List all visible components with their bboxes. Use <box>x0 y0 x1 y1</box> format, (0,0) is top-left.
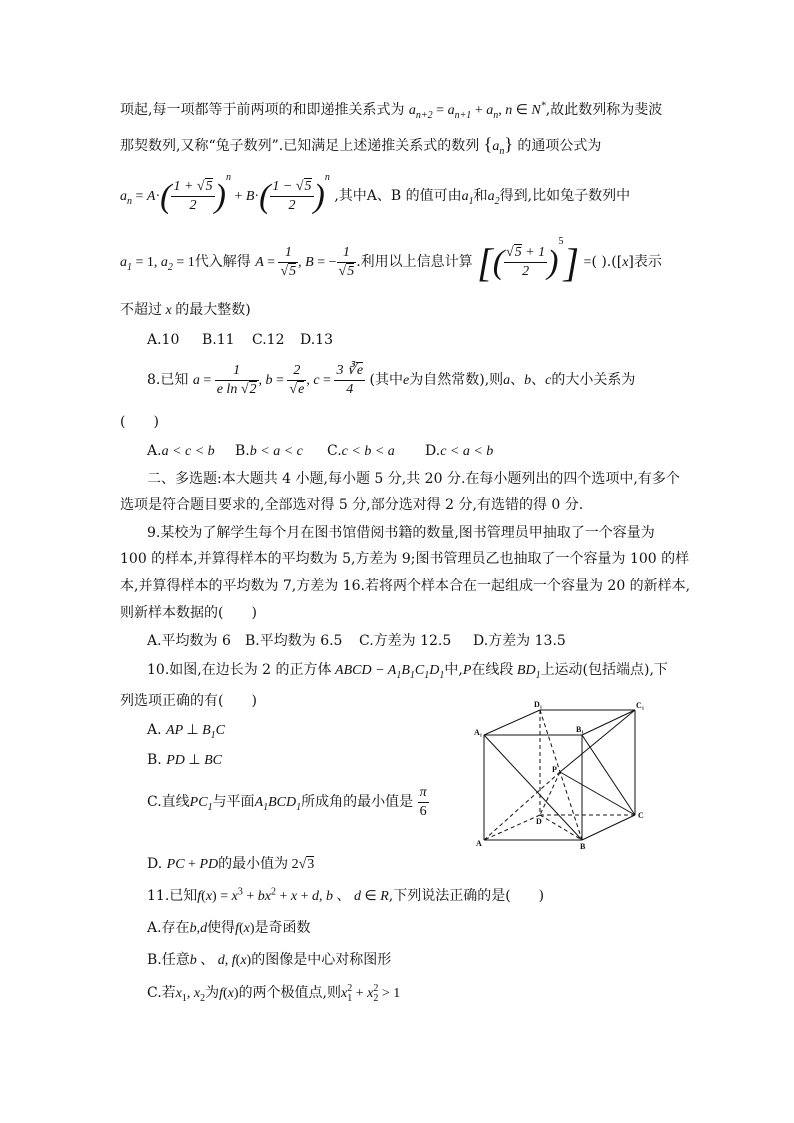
q9-line-4: 则新样本数据的( ) <box>120 605 257 621</box>
label-p: P <box>552 765 557 774</box>
floor-expression: [( $\frac{√5 + 1}{2}$ )$^5$] <box>477 236 580 285</box>
cube-figure <box>470 700 650 850</box>
q8-option-d: D.c < a < b <box>425 443 494 459</box>
q9-line-2: 100 的样本,并算得样本的平均数为 5,方差为 9;图书管理员乙也抽取了一个容量为 100 的样 <box>120 551 690 567</box>
q11-line-1: 11.已知$f(x) = x^3 + bx^2 + x + d$, b 、 d ∈ R,下列说法正确的是( ) <box>147 886 545 904</box>
q10-line-2: 列选项正确的有( ) <box>120 693 257 709</box>
label-b: B <box>580 842 586 850</box>
q10-option-b: B. PD ⊥ BC <box>147 752 222 768</box>
q11-option-b: B.任意b 、 d, f(x)的图像是中心对称图形 <box>147 952 392 968</box>
recurrence-formula: $a_{n+2} = a_{n+1} + a_n$, n ∈ N* <box>408 100 546 121</box>
q8-option-c: C.c < b < a <box>327 443 395 459</box>
q9-option-d: D.方差为 13.5 <box>473 633 566 649</box>
q9-options <box>147 631 566 651</box>
text-line-5: 不超过 x 的最大整数) <box>120 302 251 318</box>
q11-option-a: A.存在b,d使得f(x)是奇函数 <box>147 920 311 936</box>
section-2-line-1: 二、多选题:本大题共 4 小题,每小题 5 分,共 20 分.在每小题列出的四个选项中,有多个 <box>147 471 680 487</box>
text-line-2: 那契数列,又称“兔子数列”.已知满足上述递推关系式的数列 $\{a_n\}$ 的通项公式为 <box>120 134 602 157</box>
q11-option-c: C.若$x_1$, $x_2$为f(x)的两个极值点,则$x_1^2 + x_2^2 > 1$ <box>147 983 401 1004</box>
q7-option-a: A.10 <box>147 332 180 348</box>
q9-line-3: 本,并算得样本的平均数为 7,方差为 16.若将两个样本合在一起组成一个容量为 20 的新样本, <box>120 578 691 594</box>
q8-answer-paren: ( ) <box>120 414 159 430</box>
general-term-formula: $a_n = A\cdot$( $\frac{1 + √5}{2}$ )$^n$ + B·( $\frac{1 - √5}{2}$ )$^n$ <box>120 172 330 215</box>
q7-option-b: B.11 <box>202 332 235 348</box>
question-8: 8.已知 a = $\frac{1}{\text{e ln √2}}$ , b = $\frac{2}{√e}$ , c = $\frac{3 ∛e}{4}$ (其中e为自然常数),则a、b、c的大小关系为 <box>147 363 636 398</box>
sequence-symbol: $\{a_n\}$ <box>483 134 513 157</box>
text-line-1: 项起,每一项都等于前两项的和即递推关系式为 $a_{n+2} = a_{n+1} + a_n$, n ∈ N*,故此数列称为斐波 <box>120 100 663 121</box>
q7-option-d: D.13 <box>300 332 333 348</box>
q8-option-b: B.b < a < c <box>235 443 303 459</box>
q9-option-c: C.方差为 12.5 <box>359 633 452 649</box>
label-a: A <box>476 839 482 848</box>
text-line-4: $a_1 = 1$, $a_2 = 1$代入解得 A = $\frac{1}{√5}$ , B = − $\frac{1}{√5}$ .利用以上信息计算 [( $\frac{√5 + 1}{2}$ )$^5$] =( ).([x]表示 <box>120 236 662 285</box>
q10-option-a: A. AP ⊥ $B_1C$ <box>147 722 225 741</box>
q9-line-1: 9.某校为了解学生每个月在图书馆借阅书籍的数量,图书管理员甲抽取了一个容量为 <box>147 525 655 541</box>
label-b1: B₁ <box>576 725 584 734</box>
q8-option-a: A.a < c < b <box>147 443 215 459</box>
section-2-line-2: 选项是符合题目要求的,全部选对得 5 分,部分选对得 2 分,有选错的得 0 分. <box>120 497 584 513</box>
label-d1: D₁ <box>534 700 543 709</box>
pi-over-6: $\frac{\pi}{6}$ <box>419 784 427 819</box>
q7-option-c: C.12 <box>252 332 285 348</box>
q10-option-d: D. PC + PD的最小值为 2√3 <box>147 856 315 872</box>
label-a1: A₁ <box>474 728 483 737</box>
label-c: C <box>638 811 644 820</box>
q9-option-a: A.平均数为 6 <box>147 633 231 649</box>
label-d: D <box>536 817 542 826</box>
q10-option-c: C.直线$PC_1$与平面$A_1BCD_1$所成角的最小值是 $\frac{\pi}{6}$ <box>147 784 427 819</box>
general-term-formula-line: $a_n = A\cdot$( $\frac{1 + √5}{2}$ )$^n$ + B·( $\frac{1 - √5}{2}$ )$^n$ ,其中A、B 的值可由$a_1$和$a_2$得到,比如兔子数列中 <box>120 172 631 215</box>
q10-line-1: 10.如图,在边长为 2 的正方体 ABCD − $A_1B_1C_1D_1$中,P在线段 $BD_1$上运动(包括端点),下 <box>147 662 668 681</box>
q9-option-b: B.平均数为 6.5 <box>245 633 343 649</box>
label-c1: C₁ <box>636 701 645 710</box>
q7-options <box>147 330 333 350</box>
q8-options <box>147 441 493 462</box>
